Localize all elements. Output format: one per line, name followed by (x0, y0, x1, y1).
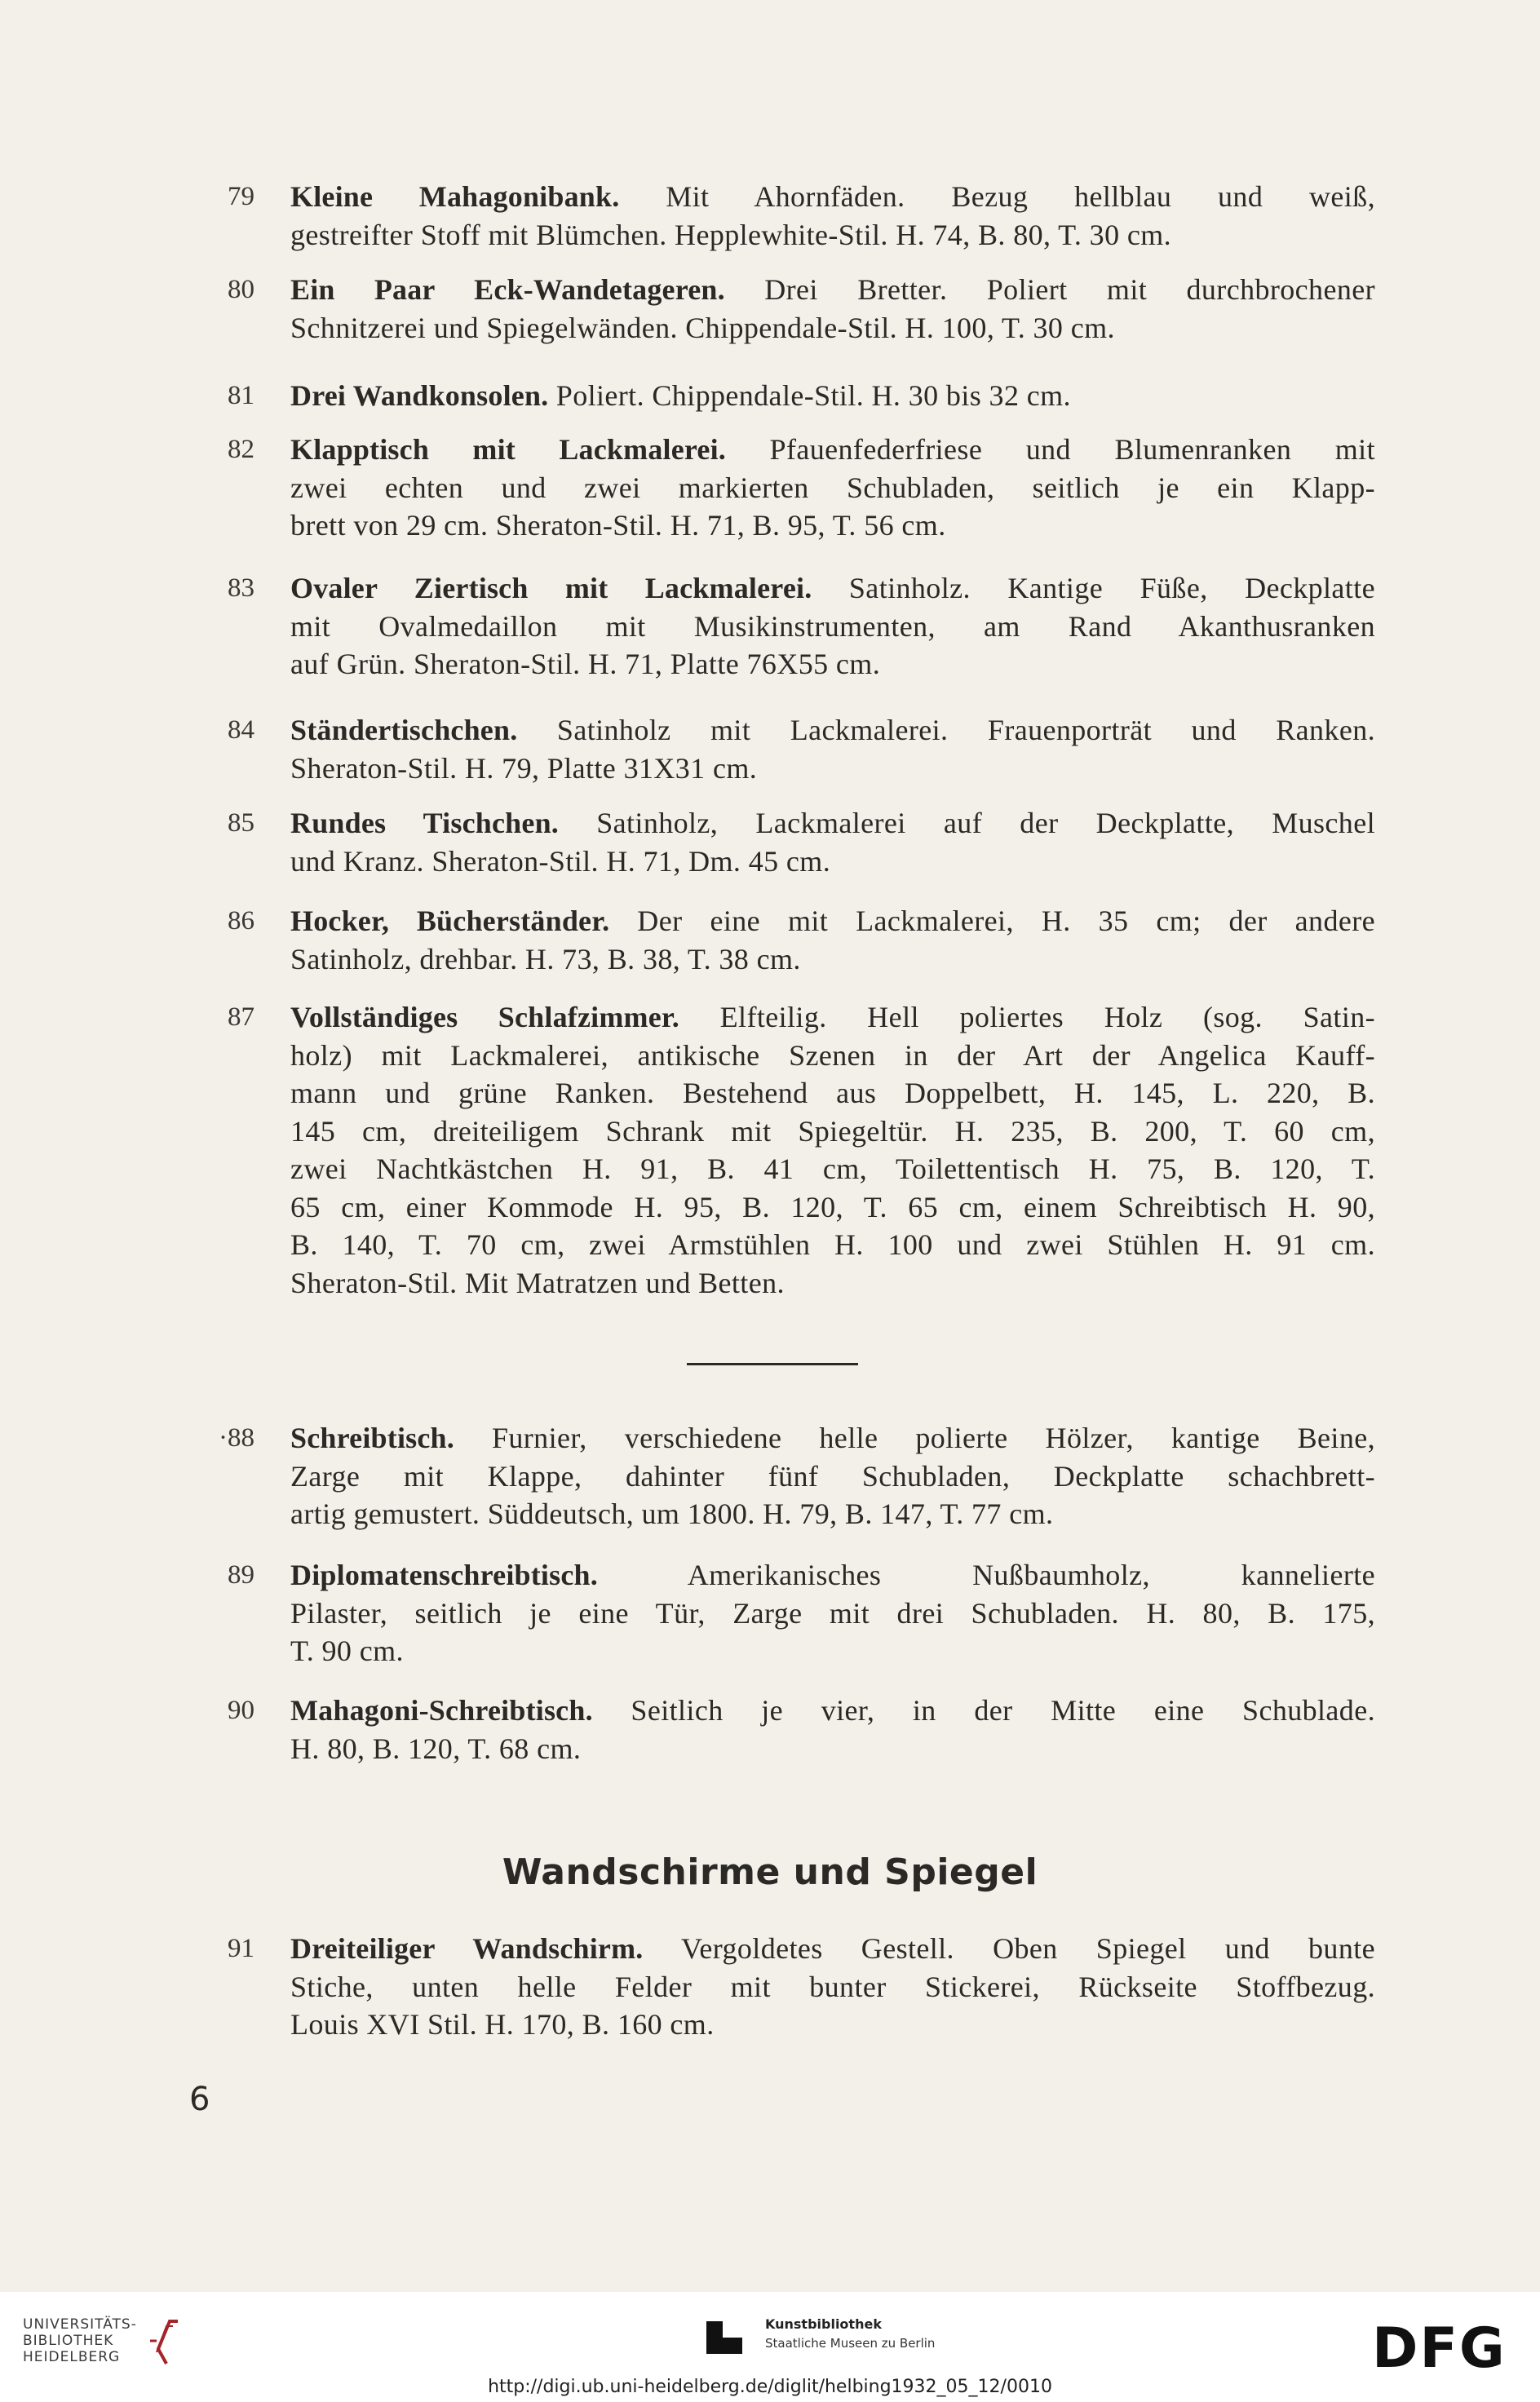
footer-bar (0, 2292, 1540, 2402)
entry-title: Mahagoni-Schreibtisch. (290, 1694, 593, 1727)
kunstbibliothek-name: Kunstbibliothek (765, 2316, 882, 2332)
entry-line: Satinholz, drehbar. H. 73, B. 38, T. 38 cm. (290, 942, 801, 975)
lot-number: 91 (228, 1934, 254, 1963)
entry-line: B. 140, T. 70 cm, zwei Armstühlen H. 100 und zwei Stühlen H. 91 cm. (290, 1228, 1375, 1261)
dfg-logo[interactable]: DFG (1372, 2316, 1507, 2381)
entry-title: Ein Paar Eck-Wandetageren. (290, 273, 725, 306)
entry-line: artig gemustert. Süddeutsch, um 1800. H. 79, B. 147, T. 77 cm. (290, 1497, 1054, 1530)
lot-number: 89 (228, 1560, 254, 1590)
page-number: 6 (189, 2081, 210, 2118)
entry-line: Schnitzerei und Spiegelwänden. Chippendale-Stil. H. 100, T. 30 cm. (290, 311, 1115, 344)
entry-line: auf Grün. Sheraton-Stil. H. 71, Platte 76X55 cm. (290, 648, 881, 680)
entry-line: Pilaster, seitlich je eine Tür, Zarge mit drei Schubladen. H. 80, B. 175, (290, 1596, 1375, 1630)
entry-text (290, 804, 1375, 880)
lot-number: 86 (228, 906, 254, 936)
lot-number: 81 (228, 381, 254, 410)
entry-text (290, 178, 1375, 254)
entry-title: Klapptisch mit Lackmalerei. (290, 433, 727, 466)
entry-text (290, 1419, 1375, 1533)
entry-title: Vollständiges Schlafzimmer. (290, 1001, 680, 1033)
entry-title: Ständertischchen. (290, 714, 518, 746)
lot-number: 80 (228, 275, 254, 304)
entry-description: Drei Bretter. Poliert mit durchbrochener (724, 273, 1375, 306)
entry-line (290, 711, 1375, 750)
entry-line (290, 1930, 1375, 1968)
lot-number: 90 (228, 1696, 254, 1725)
entry-line (290, 804, 1375, 843)
entry-line: zwei echten und zwei markierten Schubladen, seitlich je ein Klapp- (290, 471, 1375, 504)
entry-title: Dreiteiliger Wandschirm. (290, 1932, 644, 1965)
entry-line (290, 1556, 1375, 1595)
entry-description: Der eine mit Lackmalerei, H. 35 cm; der andere (609, 905, 1375, 937)
entry-description: Satinholz mit Lackmalerei. Frauenporträt und Ranken. (517, 714, 1375, 746)
kunstbibliothek-subtitle: Staatliche Museen zu Berlin (765, 2336, 936, 2351)
entry-line: mann und grüne Ranken. Bestehend aus Doppelbett, H. 145, L. 220, B. (290, 1077, 1375, 1109)
entry-description: Poliert. Chippendale-Stil. H. 30 bis 32 cm. (548, 379, 1071, 412)
entry-line (290, 178, 1375, 216)
entry-title: Schreibtisch. (290, 1422, 454, 1454)
heidelberg-emblem-icon (145, 2316, 194, 2369)
entry-line (290, 377, 1375, 415)
lot-number: 84 (228, 715, 254, 745)
entry-description: Satinholz. Kantige Füße, Deckplatte (812, 572, 1375, 604)
entry-line: und Kranz. Sheraton-Stil. H. 71, Dm. 45 cm. (290, 844, 831, 878)
entry-title: Kleine Mahagonibank. (290, 180, 620, 213)
entry-line: T. 90 cm. (290, 1635, 404, 1667)
entry-line (290, 1692, 1375, 1730)
entry-description: Mit Ahornfäden. Bezug hellblau und weiß, (619, 180, 1375, 213)
entry-line: H. 80, B. 120, T. 68 cm. (290, 1732, 582, 1765)
entry-text (290, 1692, 1375, 1767)
entry-title: Rundes Tischchen. (290, 807, 559, 839)
entry-description: Vergoldetes Gestell. Oben Spiegel und bunte (643, 1932, 1375, 1965)
entry-title: Drei Wandkonsolen. (290, 379, 549, 412)
section-heading: Wandschirme und Spiegel (502, 1851, 1038, 1893)
entry-title: Ovaler Ziertisch mit Lackmalerei. (290, 572, 812, 604)
entry-line: Sheraton-Stil. Mit Matratzen und Betten. (290, 1266, 785, 1299)
entry-description: Pfauenfederfriese und Blumenranken mit (726, 433, 1375, 466)
entry-line (290, 1419, 1375, 1458)
entry-line: Sheraton-Stil. H. 79, Platte 31X31 cm. (290, 751, 758, 785)
entry-description: Seitlich je vier, in der Mitte eine Schublade. (592, 1694, 1375, 1727)
entry-description: Elfteilig. Hell poliertes Holz (sog. Satin- (679, 1001, 1376, 1033)
entry-line: Zarge mit Klappe, dahinter fünf Schubladen, Deckplatte schachbrett- (290, 1459, 1375, 1493)
entry-line: 65 cm, einer Kommode H. 95, B. 120, T. 65 cm, einem Schreibtisch H. 90, (290, 1190, 1375, 1223)
lot-number: 85 (228, 808, 254, 838)
entry-text (290, 377, 1375, 415)
entry-title: Hocker, Bücherständer. (290, 905, 610, 937)
entry-line (290, 998, 1375, 1037)
lot-number: 79 (228, 182, 254, 211)
entry-description: Amerikanisches Nußbaumholz, kannelierte (597, 1559, 1375, 1591)
entry-text (290, 431, 1375, 545)
kunstbibliothek-emblem-icon (703, 2320, 752, 2356)
entry-description: Satinholz, Lackmalerei auf der Deckplatte, Muschel (559, 807, 1375, 839)
lot-number: 87 (228, 1002, 254, 1032)
entry-text (290, 271, 1375, 347)
section-divider (687, 1363, 858, 1365)
entry-line: 145 cm, dreiteiligem Schrank mit Spiegeltür. H. 235, B. 200, T. 60 cm, (290, 1114, 1375, 1148)
entry-line (290, 569, 1375, 608)
entry-description: Furnier, verschiedene helle polierte Hölzer, kantige Beine, (454, 1422, 1375, 1454)
entry-text (290, 1930, 1375, 2044)
entry-line: gestreifter Stoff mit Blümchen. Hepplewhite-Stil. H. 74, B. 80, T. 30 cm. (290, 218, 1172, 251)
entry-line: brett von 29 cm. Sheraton-Stil. H. 71, B. 95, T. 56 cm. (290, 509, 946, 542)
lot-number: 83 (228, 573, 254, 603)
entry-text (290, 902, 1375, 978)
entry-line (290, 431, 1375, 469)
entry-line: zwei Nachtkästchen H. 91, B. 41 cm, Toilettentisch H. 75, B. 120, T. (290, 1152, 1375, 1185)
permalink-url[interactable]: http://digi.ub.uni-heidelberg.de/diglit/helbing1932_05_12/0010 (488, 2377, 1052, 2397)
lot-number: 82 (228, 435, 254, 464)
entry-text (290, 569, 1375, 683)
entry-title: Diplomatenschreibtisch. (290, 1559, 598, 1591)
entry-text (290, 711, 1375, 787)
entry-line (290, 271, 1375, 309)
university-logo-line: BIBLIOTHEK (23, 2333, 114, 2349)
university-logo-line: UNIVERSITÄTS- (23, 2316, 137, 2333)
entry-line: mit Ovalmedaillon mit Musikinstrumenten, am Rand Akanthusranken (290, 609, 1375, 643)
lot-number: ·88 (219, 1423, 254, 1453)
entry-text (290, 998, 1375, 1302)
university-logo-line: HEIDELBERG (23, 2349, 121, 2365)
entry-line: Stiche, unten helle Felder mit bunter Stickerei, Rückseite Stoffbezug. (290, 1970, 1375, 2003)
university-library-logo[interactable] (23, 2316, 137, 2365)
entry-line: holz) mit Lackmalerei, antikische Szenen in der Art der Angelica Kauff- (290, 1038, 1375, 1072)
entry-text (290, 1556, 1375, 1670)
entry-line (290, 902, 1375, 940)
entry-line: Louis XVI Stil. H. 170, B. 160 cm. (290, 2008, 715, 2041)
